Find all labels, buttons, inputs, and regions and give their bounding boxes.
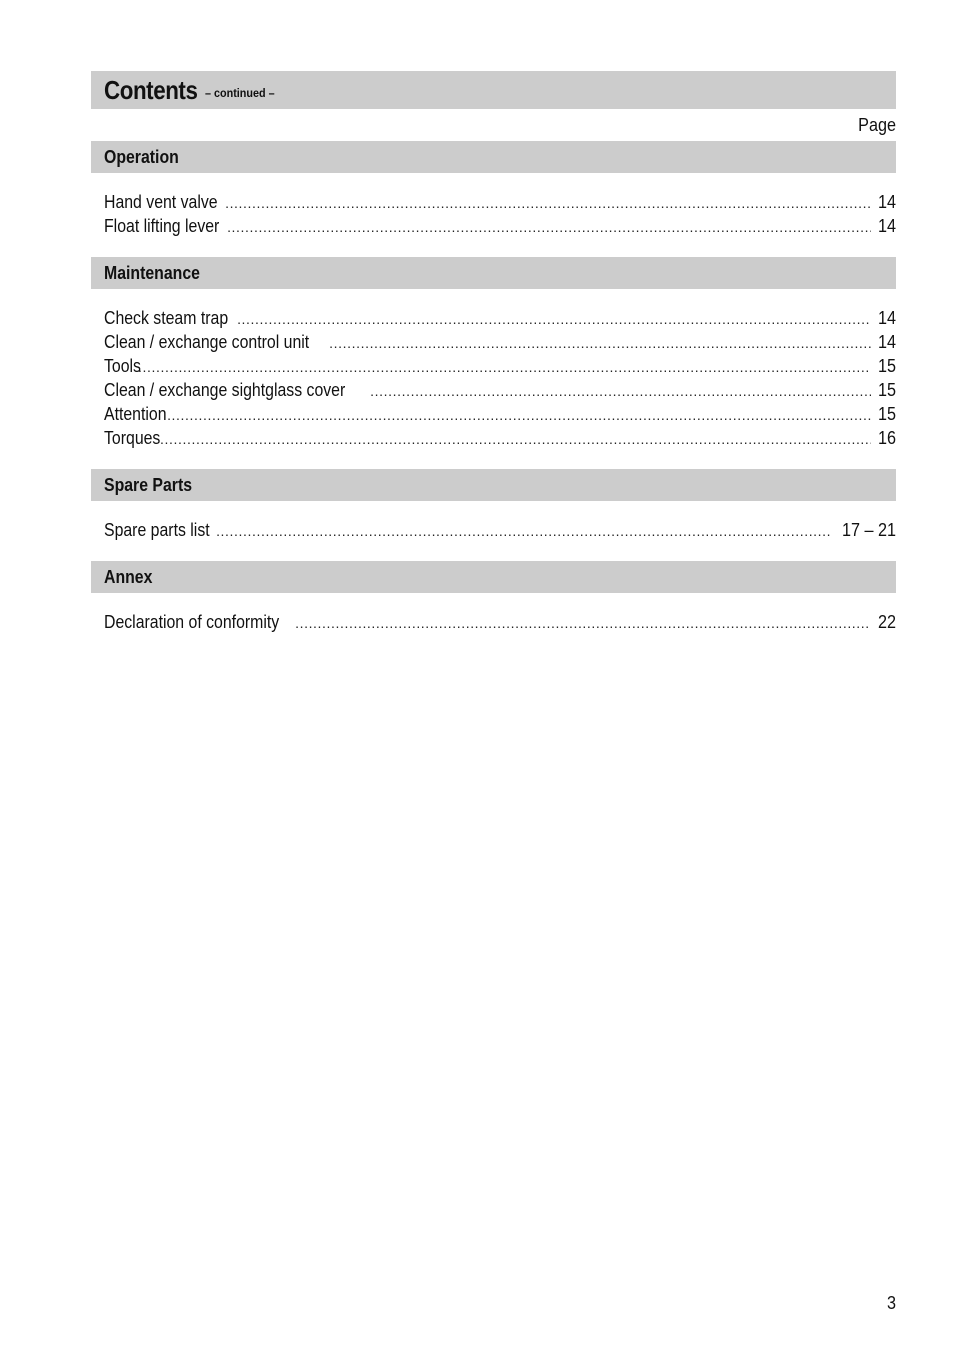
section-title: Operation [104,146,179,167]
dot-leader [167,403,871,426]
section-operation [91,141,896,257]
section-header [91,469,896,501]
dot-leader [329,331,871,354]
entry-label: Declaration of conformity [104,612,280,632]
entry-page: 14 [877,192,896,212]
entry-label: Clean / exchange control unit [104,332,310,352]
entry-list [91,593,896,653]
entry-label: Clean / exchange sightglass cover [104,380,346,400]
entry-page: 14 [877,308,896,328]
entry-list [91,173,896,257]
dot-leader [237,307,871,330]
dot-leader [295,611,871,634]
entry-page: 14 [877,216,896,236]
page-column-label: Page [858,115,896,135]
toc-entry[interactable] [104,190,896,214]
toc-entry[interactable] [104,426,896,450]
dot-leader [370,379,871,402]
dot-leader [225,191,871,214]
dot-leader [216,519,831,542]
toc-entry[interactable] [104,214,896,238]
entry-page: 15 [877,356,896,376]
dot-leader [227,215,871,238]
entry-label: Spare parts list [104,520,210,540]
section-spare-parts [91,469,896,561]
entry-label: Torques [104,428,161,448]
dot-leader [138,355,871,378]
entry-page: 22 [877,612,896,632]
section-title: Maintenance [104,262,200,283]
contents-title-bar [91,71,896,109]
entry-list [91,289,896,469]
entry-label: Check steam trap [104,308,229,328]
contents-page [91,71,896,653]
dot-leader [160,427,871,450]
section-annex [91,561,896,653]
entry-label: Tools [104,356,141,376]
entry-page: 14 [877,332,896,352]
entry-label: Hand vent valve [104,192,218,212]
section-title: Spare Parts [104,474,193,495]
toc-entry[interactable] [104,306,896,330]
page-subtitle: – continued – [204,86,275,100]
entry-page: 15 [877,380,896,400]
entry-label: Float lifting lever [104,216,220,236]
section-header [91,257,896,289]
entry-list [91,501,896,561]
page-title: Contents [104,74,198,105]
entry-page: 16 [877,428,896,448]
section-header [91,141,896,173]
toc-entry[interactable] [104,518,896,542]
section-header [91,561,896,593]
toc-entry[interactable] [104,330,896,354]
section-maintenance [91,257,896,469]
toc-entry[interactable] [104,378,896,402]
entry-page: 15 [877,404,896,424]
toc-entry[interactable] [104,610,896,634]
entry-page: 17 – 21 [841,520,896,540]
page-number: 3 [886,1293,896,1313]
section-title: Annex [104,566,153,587]
toc-entry[interactable] [104,402,896,426]
toc-entry[interactable] [104,354,896,378]
entry-label: Attention [104,404,167,424]
